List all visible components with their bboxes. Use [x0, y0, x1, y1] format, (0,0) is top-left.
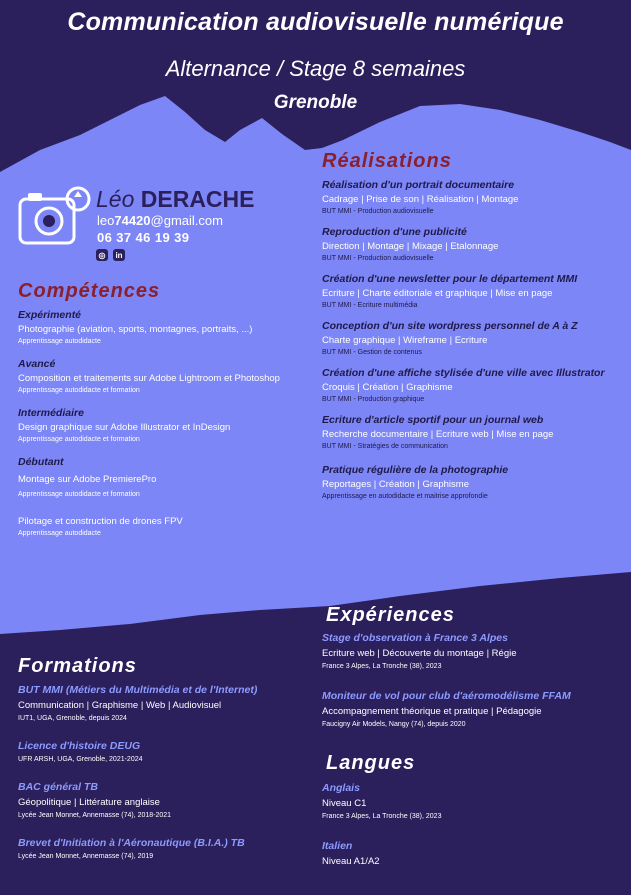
- email-link[interactable]: leo74420@gmail.com: [97, 213, 223, 228]
- first-name: Léo: [96, 186, 135, 212]
- phone-number: 06 37 46 19 39: [97, 230, 190, 245]
- formations-title: Formations: [18, 655, 137, 677]
- formation-item: Licence d'histoire DEUG UFR ARSH, UGA, Grenoble, 2021-2024: [18, 740, 143, 763]
- realisation-item: Ecriture d'article sportif pour un journal web Recherche documentaire | Ecriture web | Mise en page BUT MMI - Stratégies de communication: [322, 414, 554, 450]
- realisation-item: Pratique régulière de la photographie Reportages | Création | Graphisme Apprentissage en autodidacte et maitrise approfondie: [322, 464, 509, 500]
- experience-item: Stage d'observation à France 3 Alpes Ecriture web | Découverte du montage | Régie France 3 Alpes, La Tronche (38), 2023: [322, 632, 517, 670]
- linkedin-icon[interactable]: in: [113, 249, 125, 261]
- experiences-list: [322, 632, 622, 728]
- camera-icon: [18, 186, 92, 248]
- competence-item: Intermédiaire Design graphique sur Adobe Illustrator et InDesign Apprentissage autodidacte et formation: [18, 407, 231, 443]
- profile-name: [96, 186, 255, 213]
- competences-list: [18, 309, 308, 550]
- competence-item: Expérimenté Photographie (aviation, sports, montagnes, portraits, ...) Apprentissage autodidacte: [18, 309, 253, 345]
- formation-item: BUT MMI (Métiers du Multimédia et de l'Internet) Communication | Graphisme | Web | Audiovisuel IUT1, UGA, Grenoble, depuis 2024: [18, 684, 258, 722]
- realisations-title: Réalisations: [322, 150, 452, 172]
- realisations-list: [322, 179, 622, 511]
- competences-title: Compétences: [18, 280, 161, 302]
- experiences-title: Expériences: [326, 604, 455, 626]
- langue-item: Anglais Niveau C1 France 3 Alpes, La Tronche (38), 2023: [322, 782, 442, 820]
- formations-list: [18, 684, 318, 860]
- competence-item: Avancé Composition et traitements sur Adobe Lightroom et Photoshop Apprentissage autodidacte et formation: [18, 358, 280, 394]
- experience-item: Moniteur de vol pour club d'aéromodélisme FFAM Accompagnement théorique et pratique | Pédagogie Faucigny Air Models, Nangy (74), depuis 2020: [322, 690, 571, 728]
- instagram-icon[interactable]: ◎: [96, 249, 108, 261]
- formation-item: BAC général TB Géopolitique | Littérature anglaise Lycée Jean Monnet, Annemasse (74), 2018-2021: [18, 781, 172, 819]
- realisation-item: Création d'une affiche stylisée d'une ville avec Illustrator Croquis | Création | Graphisme BUT MMI - Production graphique: [322, 367, 605, 403]
- competence-item: Pilotage et construction de drones FPV Apprentissage autodidacte: [18, 516, 183, 537]
- competence-item: Débutant Montage sur Adobe PremierePro Apprentissage autodidacte et formation: [18, 456, 157, 498]
- social-links: [96, 249, 125, 261]
- langues-title: Langues: [326, 752, 416, 774]
- realisation-item: Création d'une newsletter pour le département MMI Ecriture | Charte éditoriale et graphique | Mise en page BUT MMI - Ecriture multimédia: [322, 273, 578, 309]
- page-title: Communication audiovisuelle numérique: [67, 8, 564, 36]
- langues-list: [322, 782, 622, 867]
- realisation-item: Réalisation d'un portrait documentaire Cadrage | Prise de son | Réalisation | Montage BUT MMI - Production audiovisuelle: [322, 179, 519, 215]
- page-subtitle: Alternance / Stage 8 semaines: [165, 56, 466, 81]
- realisation-item: Conception d'un site wordpress personnel de A à Z Charte graphique | Wireframe | Ecriture BUT MMI - Gestion de contenus: [322, 320, 578, 356]
- page-city: Grenoble: [273, 92, 358, 113]
- langue-item: Italien Niveau A1/A2: [322, 840, 380, 867]
- realisation-item: Reproduction d'une publicité Direction | Montage | Mixage | Etalonnage BUT MMI - Production audiovisuelle: [322, 226, 499, 262]
- last-name: DERACHE: [140, 186, 255, 212]
- formation-item: Brevet d'Initiation à l'Aéronautique (B.I.A.) TB Lycée Jean Monnet, Annemasse (74), 2019: [18, 837, 245, 860]
